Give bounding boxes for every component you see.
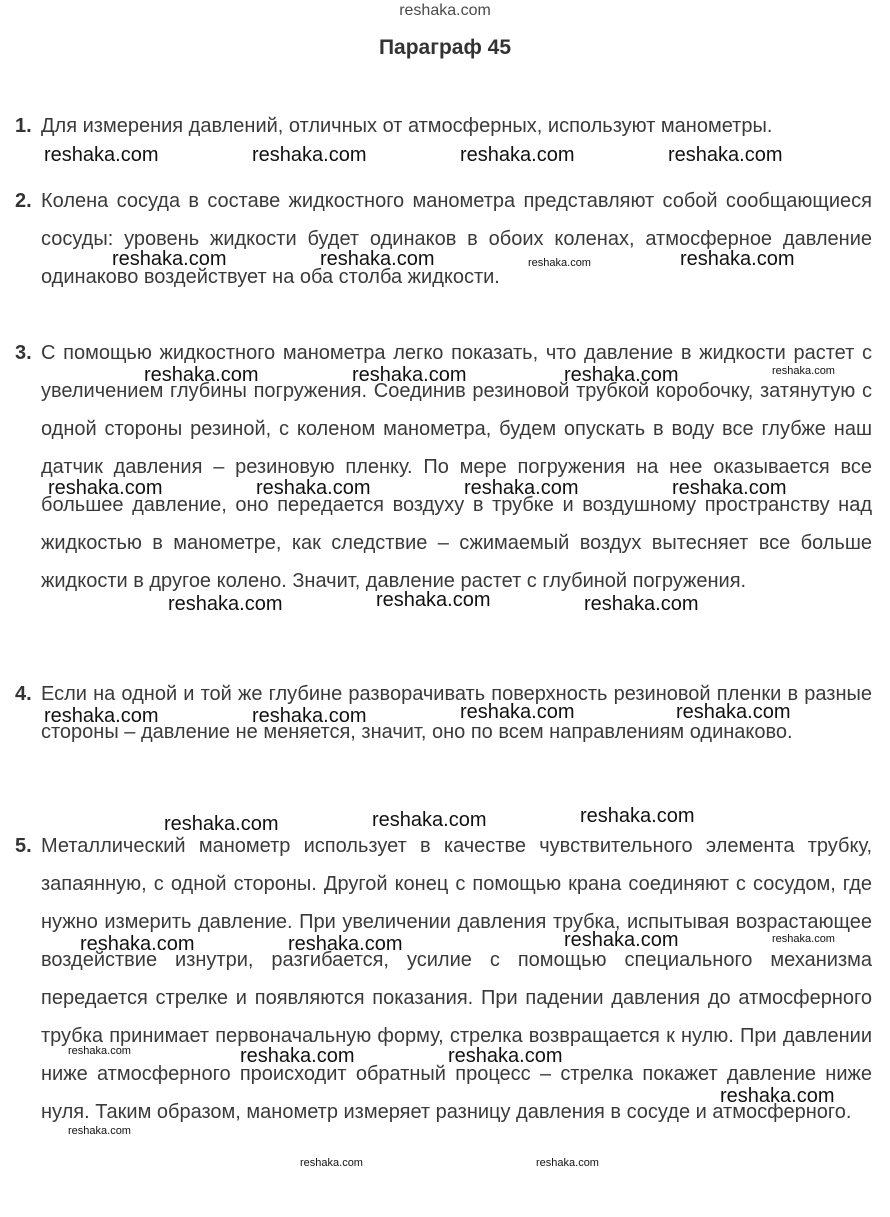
page-title: Параграф 45 — [378, 36, 512, 59]
watermark: reshaka.com — [372, 809, 487, 831]
watermark: reshaka.com — [240, 1045, 355, 1067]
item-text: Металлический манометр использует в качестве чувствительного элемента трубку, запаянную, с одной стороны. Другой конец с помощью крана соединяют с сосудом, где нужно измерить давление. При увеличении давления трубка, испытывая возрастающее воздействие изнутри, разгибается, усилие с помощью специального механизма передается стрелке и появляются показания. При падении давления до атмосферного трубка принимает первоначальную форму, стрелка возвращается к нулю. При давлении ниже атмосферного происходит обратный процесс – стрелка покажет давление ниже нуля. Таким образом, манометр измеряет разницу давления в сосуде и атмосферного. — [41, 835, 872, 1123]
watermark: reshaka.com — [80, 933, 195, 955]
watermark: reshaka.com — [68, 1125, 131, 1137]
watermark: reshaka.com — [528, 257, 591, 269]
watermark: reshaka.com — [460, 144, 575, 166]
item-number: 3. — [15, 342, 32, 364]
watermark: reshaka.com — [68, 1045, 131, 1057]
watermark: reshaka.com — [676, 701, 791, 723]
watermark: reshaka.com — [352, 364, 467, 386]
item-number: 2. — [15, 190, 32, 212]
watermark: reshaka.com — [580, 805, 695, 827]
watermark: reshaka.com — [144, 364, 259, 386]
watermark: reshaka.com — [584, 593, 699, 615]
watermark: reshaka.com — [464, 477, 579, 499]
watermark: reshaka.com — [288, 933, 403, 955]
watermark: reshaka.com — [376, 589, 491, 611]
item-text: Если на одной и той же глубине разворачивать поверхность резиновой пленки в разные стороны – давление не меняется, значит, оно по всем направлениям одинаково. — [41, 683, 872, 743]
watermark: reshaka.com — [772, 933, 835, 945]
item-number: 1. — [15, 115, 32, 137]
watermark: reshaka.com — [772, 365, 835, 377]
watermark: reshaka.com — [564, 364, 679, 386]
watermark: reshaka.com — [536, 1157, 599, 1169]
watermark: reshaka.com — [720, 1085, 835, 1107]
item-number: 5. — [15, 835, 32, 857]
watermark: reshaka.com — [564, 929, 679, 951]
watermark: reshaka.com — [44, 705, 159, 727]
watermark: reshaka.com — [300, 1157, 363, 1169]
watermark: reshaka.com — [164, 813, 279, 835]
watermark: reshaka.com — [168, 593, 283, 615]
watermark: reshaka.com — [112, 248, 227, 270]
site-header: reshaka.com — [399, 2, 491, 19]
watermark: reshaka.com — [672, 477, 787, 499]
watermark: reshaka.com — [320, 248, 435, 270]
item-number: 4. — [15, 683, 32, 705]
watermark: reshaka.com — [680, 248, 795, 270]
watermark: reshaka.com — [460, 701, 575, 723]
item-text: Колена сосуда в составе жидкостного манометра представляют собой сообщающиеся сосуды: уровень жидкости будет одинаков в обоих коленах, атмосферное давление одинаково воздействует на оба столба жидкости. — [41, 190, 872, 288]
watermark: reshaka.com — [252, 144, 367, 166]
watermark: reshaka.com — [668, 144, 783, 166]
item-text: Для измерения давлений, отличных от атмосферных, используют манометры. — [41, 115, 773, 137]
watermark: reshaka.com — [256, 477, 371, 499]
watermark: reshaka.com — [44, 144, 159, 166]
watermark: reshaka.com — [252, 705, 367, 727]
watermark: reshaka.com — [48, 477, 163, 499]
watermark: reshaka.com — [448, 1045, 563, 1067]
item-text: С помощью жидкостного манометра легко показать, что давление в жидкости растет с увеличением глубины погружения. Соединив резиновой трубкой коробочку, затянутую с одной стороны резиной, с коленом манометра, будем опускать в воду все глубже наш датчик давления – резиновую пленку. По мере погружения на нее оказывается все большее давление, оно передается воздуху в трубке и воздушному пространству над жидкостью в манометре, как следствие – сжимаемый воздух вытесняет все больше жидкости в другое колено. Значит, давление растет с глубиной погружения. — [41, 342, 872, 592]
